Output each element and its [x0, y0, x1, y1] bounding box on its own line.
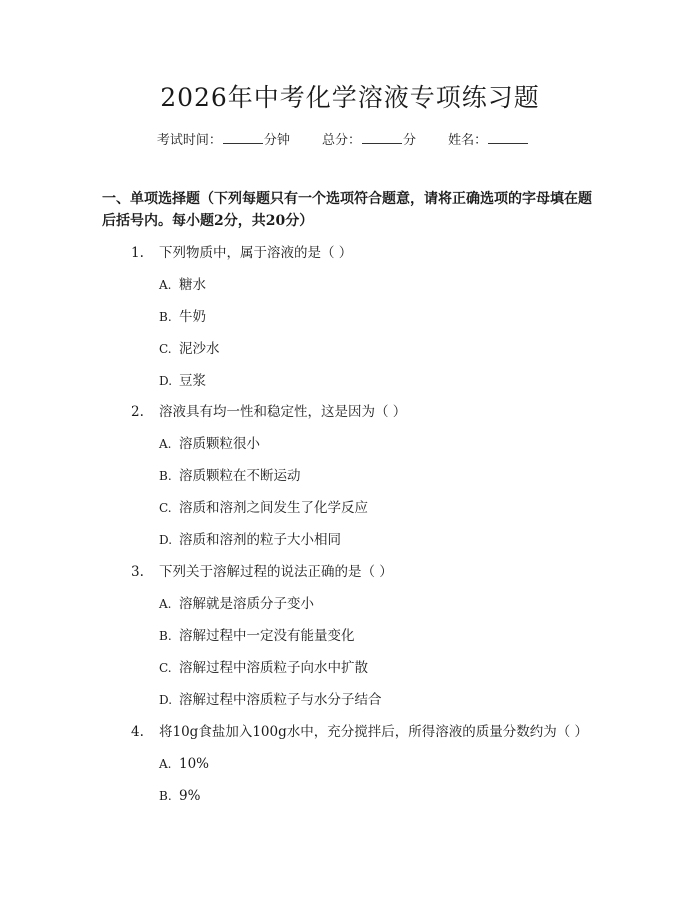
option-letter: D. [159, 533, 173, 547]
question-1 [131, 243, 352, 263]
option-letter: C. [159, 661, 172, 675]
student-name-label: 姓名： [448, 133, 488, 148]
option-letter: B. [159, 310, 172, 324]
question-2 [131, 402, 406, 422]
question-4 [131, 722, 588, 742]
question-3-option-b [159, 626, 355, 646]
option-text: 豆浆 [179, 373, 206, 389]
exam-time-unit: 分钟 [263, 133, 290, 148]
question-2-option-c [159, 498, 368, 518]
option-text: 溶解过程中溶质粒子向水中扩散 [179, 660, 368, 676]
exam-time-field [157, 131, 290, 151]
option-letter: A. [159, 597, 172, 611]
question-1-option-b [159, 307, 206, 327]
question-4-option-a [159, 754, 209, 774]
option-text: 溶解就是溶质分子变小 [179, 596, 314, 612]
option-text: 牛奶 [179, 309, 206, 325]
option-letter: A. [159, 437, 172, 451]
question-text: 将10g食盐加入100g水中，充分搅拌后，所得溶液的质量分数约为（ ） [159, 724, 589, 740]
total-score-blank [362, 131, 402, 144]
question-2-option-b [159, 466, 301, 486]
option-letter: B. [159, 469, 172, 483]
option-text: 溶解过程中溶质粒子与水分子结合 [179, 692, 382, 708]
option-letter: D. [159, 374, 173, 388]
question-2-option-d [159, 530, 341, 550]
option-letter: A. [159, 757, 172, 771]
question-3-option-a [159, 594, 314, 614]
option-text: 9% [179, 788, 201, 804]
option-letter: D. [159, 693, 173, 707]
exam-time-blank [223, 131, 263, 144]
question-number: 3. [131, 564, 144, 580]
option-letter: C. [159, 501, 172, 515]
option-text: 溶质颗粒在不断运动 [179, 468, 301, 484]
option-letter: B. [159, 629, 172, 643]
question-1-option-d [159, 371, 206, 391]
question-3-option-d [159, 690, 382, 710]
option-letter: A. [159, 278, 172, 292]
total-score-label: 总分： [321, 133, 361, 148]
option-letter: C. [159, 342, 172, 356]
question-text: 下列关于溶解过程的说法正确的是（ ） [159, 564, 393, 580]
exam-meta [0, 131, 700, 151]
student-name-blank [488, 131, 528, 144]
question-4-option-b [159, 786, 200, 806]
question-1-option-a [159, 275, 206, 295]
question-2-option-a [159, 434, 260, 454]
option-text: 糖水 [179, 277, 206, 293]
question-3 [131, 562, 393, 582]
option-text: 溶质颗粒很小 [179, 436, 260, 452]
question-number: 4. [131, 724, 144, 740]
question-text: 下列物质中，属于溶液的是（ ） [159, 245, 353, 261]
question-number: 2. [131, 404, 144, 420]
total-score-unit: 分 [403, 133, 417, 148]
option-text: 10% [179, 756, 210, 772]
option-text: 溶质和溶剂之间发生了化学反应 [179, 500, 368, 516]
question-text: 溶液具有均一性和稳定性，这是因为（ ） [159, 404, 407, 420]
option-letter: B. [159, 789, 172, 803]
question-3-option-c [159, 658, 368, 678]
option-text: 泥沙水 [179, 341, 220, 357]
section-heading: 一、单项选择题（下列每题只有一个选项符合题意，请将正确选项的字母填在题后括号内。每小题2分，共20分） [102, 191, 592, 229]
student-name-field [448, 131, 529, 151]
question-1-option-c [159, 339, 220, 359]
option-text: 溶质和溶剂的粒子大小相同 [179, 532, 341, 548]
option-text: 溶解过程中一定没有能量变化 [179, 628, 355, 644]
exam-time-label: 考试时间： [156, 133, 222, 148]
total-score-field [322, 131, 416, 151]
question-number: 1. [131, 245, 144, 261]
page-title: 2026年中考化学溶液专项练习题 [160, 83, 540, 112]
